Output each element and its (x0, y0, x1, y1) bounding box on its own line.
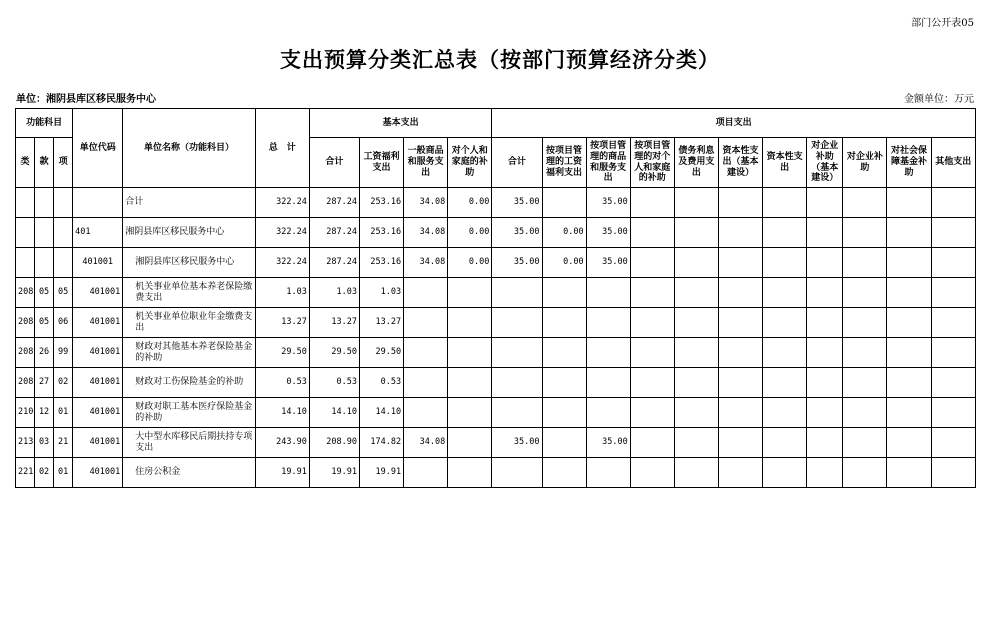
empty-cell (763, 278, 807, 308)
unit-name-cell: 住房公积金 (123, 458, 255, 488)
goods-cell: 34.08 (404, 428, 448, 458)
kuan-cell: 05 (35, 308, 54, 338)
unit-code-header: 单位代码 (73, 109, 123, 188)
proj-goods-header: 按项目管理的商品和服务支出 (586, 138, 630, 188)
total-cell: 322.24 (255, 218, 309, 248)
empty-cell (807, 188, 843, 218)
table-row (16, 308, 976, 338)
empty-cell (807, 278, 843, 308)
social-header: 对社会保障基金补助 (887, 138, 931, 188)
currency-label: 金额单位：万元 (904, 94, 974, 105)
salary-cell: 253.16 (359, 218, 403, 248)
proj-salary-cell (542, 398, 586, 428)
empty-cell (843, 188, 887, 218)
unit-name-cell: 机关事业单位职业年金缴费支出 (123, 308, 255, 338)
lei-cell: 208 (16, 278, 35, 308)
empty-cell (843, 218, 887, 248)
empty-cell (630, 458, 674, 488)
kuan-cell: 03 (35, 428, 54, 458)
empty-cell (630, 218, 674, 248)
unit-code-cell (73, 188, 123, 218)
kuan-cell (35, 218, 54, 248)
empty-cell (719, 248, 763, 278)
empty-cell (763, 308, 807, 338)
goods-header: 一般商品和服务支出 (404, 138, 448, 188)
empty-cell (931, 218, 975, 248)
ent-header: 对企业补助 (843, 138, 887, 188)
personal-cell: 0.00 (448, 188, 492, 218)
empty-cell (843, 368, 887, 398)
unit-name-cell: 大中型水库移民后期扶持专项支出 (123, 428, 255, 458)
empty-cell (719, 218, 763, 248)
empty-cell (674, 188, 718, 218)
table-row (16, 248, 976, 278)
empty-cell (674, 218, 718, 248)
empty-cell (843, 248, 887, 278)
empty-cell (807, 368, 843, 398)
empty-cell (719, 398, 763, 428)
salary-cell: 29.50 (359, 338, 403, 368)
proj-salary-cell (542, 188, 586, 218)
total-cell: 322.24 (255, 188, 309, 218)
empty-cell (763, 338, 807, 368)
table-row (16, 398, 976, 428)
proj-goods-cell (586, 368, 630, 398)
proj-goods-cell (586, 338, 630, 368)
empty-cell (674, 338, 718, 368)
proj-goods-cell (586, 308, 630, 338)
empty-cell (843, 458, 887, 488)
unit-code-cell: 401001 (73, 398, 123, 428)
xiang-cell (54, 188, 73, 218)
basic-sum-cell: 19.91 (309, 458, 359, 488)
personal-header: 对个人和家庭的补助 (448, 138, 492, 188)
salary-header: 工资福利支出 (359, 138, 403, 188)
proj-salary-header: 按项目管理的工资福利支出 (542, 138, 586, 188)
table-row (16, 278, 976, 308)
unit-code-cell: 401001 (73, 278, 123, 308)
salary-cell: 14.10 (359, 398, 403, 428)
empty-cell (931, 458, 975, 488)
total-header: 总 计 (255, 109, 309, 188)
empty-cell (674, 278, 718, 308)
empty-cell (807, 248, 843, 278)
personal-cell (448, 368, 492, 398)
kuan-cell (35, 248, 54, 278)
proj-sum-header: 合计 (492, 138, 542, 188)
unit-name-cell: 合计 (123, 188, 255, 218)
xiang-cell: 21 (54, 428, 73, 458)
empty-cell (630, 428, 674, 458)
table-row (16, 188, 976, 218)
empty-cell (807, 218, 843, 248)
empty-cell (630, 188, 674, 218)
empty-cell (807, 458, 843, 488)
proj-sum-cell: 35.00 (492, 188, 542, 218)
salary-cell: 19.91 (359, 458, 403, 488)
empty-cell (719, 308, 763, 338)
kuan-cell: 02 (35, 458, 54, 488)
empty-cell (931, 368, 975, 398)
proj-goods-cell (586, 458, 630, 488)
empty-cell (630, 248, 674, 278)
empty-cell (807, 428, 843, 458)
kuan-cell (35, 188, 54, 218)
goods-cell: 34.08 (404, 188, 448, 218)
empty-cell (674, 308, 718, 338)
basic-sum-cell: 287.24 (309, 218, 359, 248)
empty-cell (887, 368, 931, 398)
lei-cell (16, 218, 35, 248)
personal-cell (448, 458, 492, 488)
basic-sum-cell: 29.50 (309, 338, 359, 368)
salary-cell: 253.16 (359, 248, 403, 278)
salary-cell: 13.27 (359, 308, 403, 338)
unit-code-cell: 401001 (73, 428, 123, 458)
kuan-header: 款 (35, 138, 54, 188)
func-group-header: 功能科目 (16, 109, 73, 138)
proj-sum-cell: 35.00 (492, 248, 542, 278)
empty-cell (931, 188, 975, 218)
total-cell: 29.50 (255, 338, 309, 368)
xiang-cell: 02 (54, 368, 73, 398)
empty-cell (807, 338, 843, 368)
total-cell: 19.91 (255, 458, 309, 488)
empty-cell (887, 248, 931, 278)
xiang-cell: 05 (54, 278, 73, 308)
basic-sum-cell: 208.90 (309, 428, 359, 458)
unit-name-cell: 财政对其他基本养老保险基金的补助 (123, 338, 255, 368)
proj-goods-cell (586, 278, 630, 308)
capital-header: 资本性支出 (763, 138, 807, 188)
empty-cell (763, 458, 807, 488)
proj-sum-cell: 35.00 (492, 218, 542, 248)
empty-cell (887, 188, 931, 218)
empty-cell (719, 188, 763, 218)
basic-sum-cell: 14.10 (309, 398, 359, 428)
table-body (16, 188, 976, 488)
xiang-cell: 06 (54, 308, 73, 338)
budget-table (15, 108, 976, 488)
empty-cell (843, 398, 887, 428)
proj-goods-cell: 35.00 (586, 218, 630, 248)
unit-name-cell: 湘阴县库区移民服务中心 (123, 218, 255, 248)
proj-salary-cell: 0.00 (542, 218, 586, 248)
empty-cell (674, 248, 718, 278)
unit-code-cell: 401001 (73, 338, 123, 368)
basic-sum-cell: 287.24 (309, 248, 359, 278)
lei-cell: 213 (16, 428, 35, 458)
personal-cell (448, 308, 492, 338)
table-row (16, 428, 976, 458)
proj-goods-cell: 35.00 (586, 188, 630, 218)
empty-cell (931, 398, 975, 428)
goods-cell (404, 398, 448, 428)
empty-cell (763, 428, 807, 458)
lei-header: 类 (16, 138, 35, 188)
debt-header: 债务利息及费用支出 (674, 138, 718, 188)
empty-cell (887, 308, 931, 338)
unit-code-cell: 401 (73, 218, 123, 248)
total-cell: 1.03 (255, 278, 309, 308)
empty-cell (630, 398, 674, 428)
empty-cell (887, 338, 931, 368)
empty-cell (807, 308, 843, 338)
proj-goods-cell: 35.00 (586, 248, 630, 278)
unit-code-cell: 401001 (73, 458, 123, 488)
empty-cell (843, 428, 887, 458)
lei-cell: 208 (16, 368, 35, 398)
unit-name-cell: 湘阴县库区移民服务中心 (123, 248, 255, 278)
proj-salary-cell (542, 428, 586, 458)
personal-cell (448, 338, 492, 368)
basic-sum-cell: 13.27 (309, 308, 359, 338)
salary-cell: 174.82 (359, 428, 403, 458)
empty-cell (887, 428, 931, 458)
personal-cell (448, 398, 492, 428)
xiang-cell: 01 (54, 458, 73, 488)
empty-cell (887, 278, 931, 308)
project-group-header: 项目支出 (492, 109, 976, 138)
unit-name-cell: 机关事业单位基本养老保险缴费支出 (123, 278, 255, 308)
empty-cell (674, 458, 718, 488)
lei-cell: 221 (16, 458, 35, 488)
total-cell: 243.90 (255, 428, 309, 458)
proj-sum-cell (492, 458, 542, 488)
capital-basic-header: 资本性支出（基本建设） (719, 138, 763, 188)
salary-cell: 253.16 (359, 188, 403, 218)
unit-name-cell: 财政对职工基本医疗保险基金的补助 (123, 398, 255, 428)
total-cell: 322.24 (255, 248, 309, 278)
ent-basic-header: 对企业补助（基本建设） (807, 138, 843, 188)
empty-cell (843, 338, 887, 368)
empty-cell (931, 248, 975, 278)
empty-cell (630, 308, 674, 338)
proj-sum-cell (492, 308, 542, 338)
personal-cell: 0.00 (448, 248, 492, 278)
empty-cell (807, 398, 843, 428)
kuan-cell: 12 (35, 398, 54, 428)
empty-cell (719, 278, 763, 308)
xiang-cell (54, 248, 73, 278)
empty-cell (887, 398, 931, 428)
table-row (16, 338, 976, 368)
proj-salary-cell: 0.00 (542, 248, 586, 278)
unit-code-cell: 401001 (73, 248, 123, 278)
basic-sum-cell: 0.53 (309, 368, 359, 398)
xiang-cell: 01 (54, 398, 73, 428)
empty-cell (763, 368, 807, 398)
lei-cell: 208 (16, 308, 35, 338)
empty-cell (763, 398, 807, 428)
total-cell: 14.10 (255, 398, 309, 428)
kuan-cell: 27 (35, 368, 54, 398)
xiang-cell (54, 218, 73, 248)
proj-salary-cell (542, 278, 586, 308)
xiang-header: 项 (54, 138, 73, 188)
table-row (16, 368, 976, 398)
empty-cell (931, 278, 975, 308)
goods-cell: 34.08 (404, 248, 448, 278)
empty-cell (719, 368, 763, 398)
empty-cell (630, 278, 674, 308)
proj-goods-cell: 35.00 (586, 428, 630, 458)
personal-cell (448, 428, 492, 458)
proj-salary-cell (542, 338, 586, 368)
personal-cell (448, 278, 492, 308)
kuan-cell: 05 (35, 278, 54, 308)
lei-cell (16, 188, 35, 218)
lei-cell: 208 (16, 338, 35, 368)
goods-cell (404, 338, 448, 368)
table-row (16, 458, 976, 488)
proj-sum-cell: 35.00 (492, 428, 542, 458)
total-cell: 0.53 (255, 368, 309, 398)
unit-code-cell: 401001 (73, 368, 123, 398)
goods-cell (404, 278, 448, 308)
proj-goods-cell (586, 398, 630, 428)
lei-cell (16, 248, 35, 278)
proj-sum-cell (492, 338, 542, 368)
page-title: 支出预算分类汇总表（按部门预算经济分类） (280, 47, 720, 72)
empty-cell (719, 428, 763, 458)
unit-name-cell: 财政对工伤保险基金的补助 (123, 368, 255, 398)
empty-cell (931, 338, 975, 368)
empty-cell (843, 278, 887, 308)
xiang-cell: 99 (54, 338, 73, 368)
empty-cell (630, 338, 674, 368)
empty-cell (630, 368, 674, 398)
empty-cell (843, 308, 887, 338)
unit-code-cell: 401001 (73, 308, 123, 338)
goods-cell (404, 368, 448, 398)
unit-name-header: 单位名称（功能科目） (123, 109, 255, 188)
proj-personal-header: 按项目管理的对个人和家庭的补助 (630, 138, 674, 188)
proj-salary-cell (542, 458, 586, 488)
empty-cell (763, 218, 807, 248)
empty-cell (674, 428, 718, 458)
kuan-cell: 26 (35, 338, 54, 368)
empty-cell (931, 308, 975, 338)
empty-cell (887, 458, 931, 488)
proj-salary-cell (542, 308, 586, 338)
basic-group-header: 基本支出 (309, 109, 492, 138)
goods-cell: 34.08 (404, 218, 448, 248)
personal-cell: 0.00 (448, 218, 492, 248)
basic-sum-cell: 1.03 (309, 278, 359, 308)
other-header: 其他支出 (931, 138, 975, 188)
proj-sum-cell (492, 398, 542, 428)
proj-sum-cell (492, 368, 542, 398)
goods-cell (404, 458, 448, 488)
empty-cell (719, 338, 763, 368)
empty-cell (763, 248, 807, 278)
unit-label: 单位：湘阴县库区移民服务中心 (16, 94, 156, 105)
salary-cell: 0.53 (359, 368, 403, 398)
empty-cell (674, 368, 718, 398)
proj-sum-cell (492, 278, 542, 308)
empty-cell (719, 458, 763, 488)
table-row (16, 218, 976, 248)
proj-salary-cell (542, 368, 586, 398)
empty-cell (674, 398, 718, 428)
basic-sum-header: 合计 (309, 138, 359, 188)
total-cell: 13.27 (255, 308, 309, 338)
empty-cell (763, 188, 807, 218)
lei-cell: 210 (16, 398, 35, 428)
basic-sum-cell: 287.24 (309, 188, 359, 218)
document-code: 部门公开表05 (911, 18, 974, 29)
empty-cell (887, 218, 931, 248)
empty-cell (931, 428, 975, 458)
salary-cell: 1.03 (359, 278, 403, 308)
goods-cell (404, 308, 448, 338)
